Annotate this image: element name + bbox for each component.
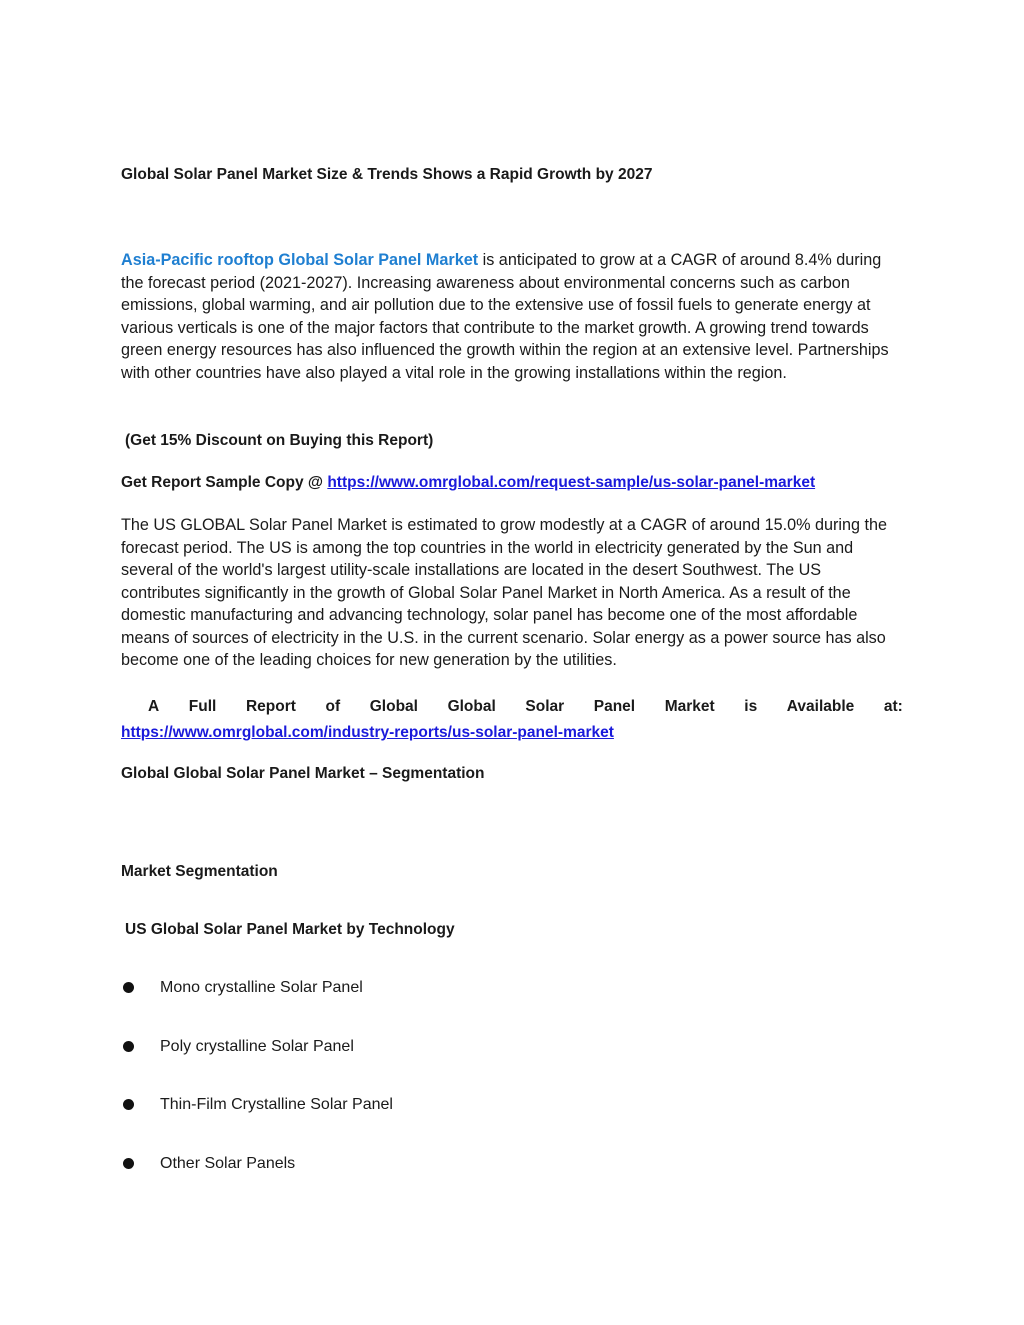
market-segmentation-heading: Market Segmentation: [121, 863, 278, 880]
bullet-icon: [123, 1158, 134, 1169]
bullet-icon: [123, 1041, 134, 1052]
full-report-block: [121, 694, 903, 746]
list-item-label: Poly crystalline Solar Panel: [160, 1037, 354, 1055]
list-item-label: Thin-Film Crystalline Solar Panel: [160, 1096, 393, 1114]
bullet-icon: [123, 982, 134, 993]
list-item-label: Mono crystalline Solar Panel: [160, 979, 363, 996]
full-report-word: Full: [188, 698, 217, 715]
full-report-word: of: [325, 698, 341, 715]
discount-offer-text: (Get 15% Discount on Buying this Report): [125, 432, 434, 449]
asia-pacific-market-link[interactable]: Asia-Pacific rooftop Global Solar Panel Market: [121, 251, 479, 269]
full-report-word: at:: [883, 698, 903, 715]
full-report-word: Global: [369, 698, 418, 715]
full-report-word: Solar: [525, 698, 565, 715]
full-report-line: [121, 694, 903, 720]
document-title: Global Solar Panel Market Size & Trends Shows a Rapid Growth by 2027: [121, 166, 653, 183]
list-item-label: Other Solar Panels: [160, 1154, 296, 1172]
us-market-paragraph: The US GLOBAL Solar Panel Market is estimated to grow modestly at a CAGR of around 15.0% during the forecast period. The US is among the top countries in the world in electricity generated by the Sun and several of the world's largest utility-scale installations are located in the desert Southwest. The US contributes significantly in the growth of Global Solar Panel Market in North America. As a result of the domestic manufacturing and advancing technology, solar panel has become one of the most affordable means of sources of electricity in the U.S. in the current scenario. Solar energy as a power source has also become one of the leading choices for new generation by the utilities.: [121, 516, 887, 669]
full-report-word: Global: [447, 698, 496, 715]
full-report-word: Panel: [593, 698, 636, 715]
sample-copy-label: Get Report Sample Copy @: [121, 474, 328, 491]
full-report-word: Available: [786, 698, 855, 715]
full-report-word: Report: [245, 698, 296, 715]
sample-copy-line: [121, 472, 815, 494]
full-report-word: A: [148, 698, 160, 715]
full-report-word: Market: [664, 698, 715, 715]
intro-paragraph: [121, 249, 903, 384]
intro-body-text: is anticipated to grow at a CAGR of around 8.4% during the forecast period (2021-2027). Increasing awareness about environmental concerns such as carbon emissions, global warming, and air pollution due to the extensive use of fossil fuels to generate energy at various verticals is one of the major factors that contribute to the market growth. A growing trend towards green energy resources has also influenced the growth within the region at an extensive level. Partnerships with other countries have also played a vital role in the growing installations within the region.: [121, 251, 889, 382]
full-report-link[interactable]: https://www.omrglobal.com/industry-reports/us-solar-panel-market: [121, 724, 614, 741]
technology-heading: US Global Solar Panel Market by Technology: [125, 921, 455, 938]
full-report-word: is: [744, 698, 758, 715]
sample-request-link[interactable]: https://www.omrglobal.com/request-sample/us-solar-panel-market: [327, 474, 816, 491]
segmentation-heading: Global Global Solar Panel Market – Segmentation: [121, 765, 485, 782]
bullet-icon: [123, 1099, 134, 1110]
